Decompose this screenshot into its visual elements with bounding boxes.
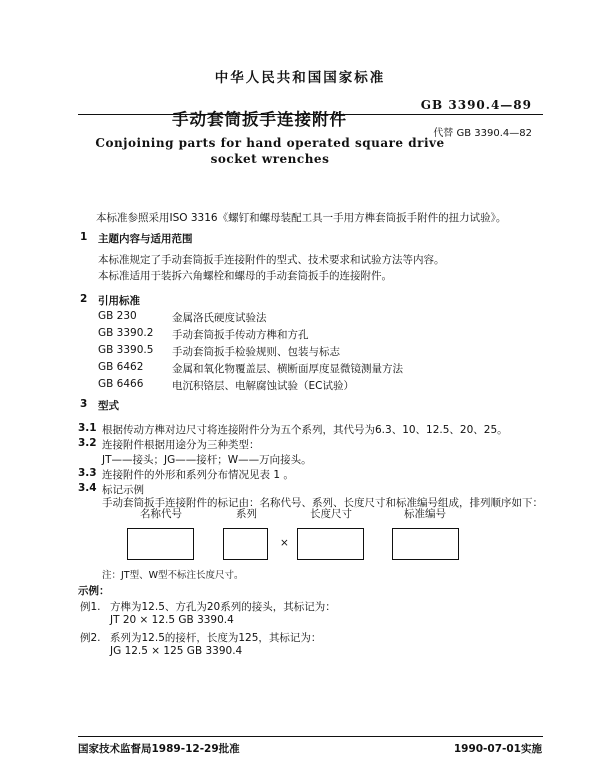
label-series: 系列 [236, 508, 257, 520]
standard-no-box [392, 528, 459, 560]
section-1-para-1: 本标准规定了手动套筒扳手连接附件的型式、技术要求和试验方法等内容。 [98, 254, 445, 266]
clause-3-4-text: 手动套筒扳手连接附件的标记由：名称代号、系列、长度尺寸和标准编号组成，排列顺序如下： [102, 497, 543, 509]
marking-note: 注：JT型、W型不标注长度尺寸。 [102, 570, 244, 581]
clause-3-1-text: 根据传动方榫对边尺寸将连接附件分为五个系列，其代号为6.3、10、12.5、20、25。 [102, 424, 508, 436]
section-1-number: 1 [80, 231, 88, 243]
ref-name: 金属洛氏硬度试验法 [172, 312, 267, 324]
clause-3-2-types: JT——接头；JG——接杆；W——万向接头。 [102, 454, 312, 466]
example-2-text: 系列为12.5的接杆，长度为125，其标记为： [110, 632, 322, 644]
label-name-code: 名称代号 [140, 508, 182, 520]
clause-3-2-number: 3.2 [78, 437, 97, 449]
example-1-number: 例1. [80, 601, 101, 613]
ref-code: GB 3390.5 [98, 344, 154, 356]
clause-3-3-number: 3.3 [78, 467, 97, 479]
ref-name: 金属和氧化物覆盖层、横断面厚度显微镜测量方法 [172, 363, 403, 375]
ref-name: 手动套筒扳手传动方榫和方孔 [172, 329, 309, 341]
ref-code: GB 230 [98, 310, 137, 322]
english-title-line1: Conjoining parts for hand operated square drive [95, 136, 445, 150]
example-2-mark: JG 12.5 × 125 GB 3390.4 [110, 645, 243, 657]
label-length: 长度尺寸 [310, 508, 352, 520]
clause-3-1-number: 3.1 [78, 422, 97, 434]
replaces-note: 代替 GB 3390.4—82 [433, 128, 532, 139]
ref-name: 电沉积铬层、电解腐蚀试验（EC试验） [172, 380, 354, 392]
examples-title: 示例： [78, 585, 110, 597]
ref-code: GB 6462 [98, 361, 144, 373]
clause-3-4-title: 标记示例 [102, 484, 144, 496]
name-code-box [127, 528, 194, 560]
ref-code: GB 6466 [98, 378, 144, 390]
approval-date: 国家技术监督局1989-12-29批准 [78, 743, 240, 755]
section-2-title: 引用标准 [98, 295, 140, 307]
clause-3-3-text: 连接附件的外形和系列分布情况见表 1 。 [102, 469, 294, 481]
label-standard-no: 标准编号 [404, 508, 446, 520]
clause-3-2-text: 连接附件根据用途分为三种类型： [102, 439, 260, 451]
clause-3-4-number: 3.4 [78, 482, 97, 494]
ref-code: GB 3390.2 [98, 327, 154, 339]
standard-number: GB 3390.4—89 [420, 98, 532, 112]
example-2-number: 例2. [80, 632, 101, 644]
english-title-line2: socket wrenches [210, 152, 330, 166]
section-1-title: 主题内容与适用范围 [98, 233, 193, 245]
length-box [297, 528, 364, 560]
times-sign: × [280, 537, 289, 549]
section-3-title: 型式 [98, 400, 119, 412]
ref-name: 手动套筒扳手检验规则、包装与标志 [172, 346, 340, 358]
intro-paragraph: 本标准参照采用ISO 3316《螺钉和螺母装配工具一手用方榫套筒扳手附件的扭力试验》。 [96, 212, 507, 224]
section-3-number: 3 [80, 398, 88, 410]
section-1-para-2: 本标准适用于装拆六角螺栓和螺母的手动套筒扳手的连接附件。 [98, 270, 392, 282]
series-box [223, 528, 268, 560]
document-title: 手动套筒扳手连接附件 [172, 110, 347, 129]
example-1-text: 方榫为12.5、方孔为20系列的接头，其标记为： [110, 601, 336, 613]
example-1-mark: JT 20 × 12.5 GB 3390.4 [110, 614, 234, 626]
effective-date: 1990-07-01实施 [453, 743, 542, 755]
footer-rule [78, 736, 543, 737]
issuing-header: 中华人民共和国国家标准 [214, 70, 386, 86]
section-2-number: 2 [80, 293, 88, 305]
